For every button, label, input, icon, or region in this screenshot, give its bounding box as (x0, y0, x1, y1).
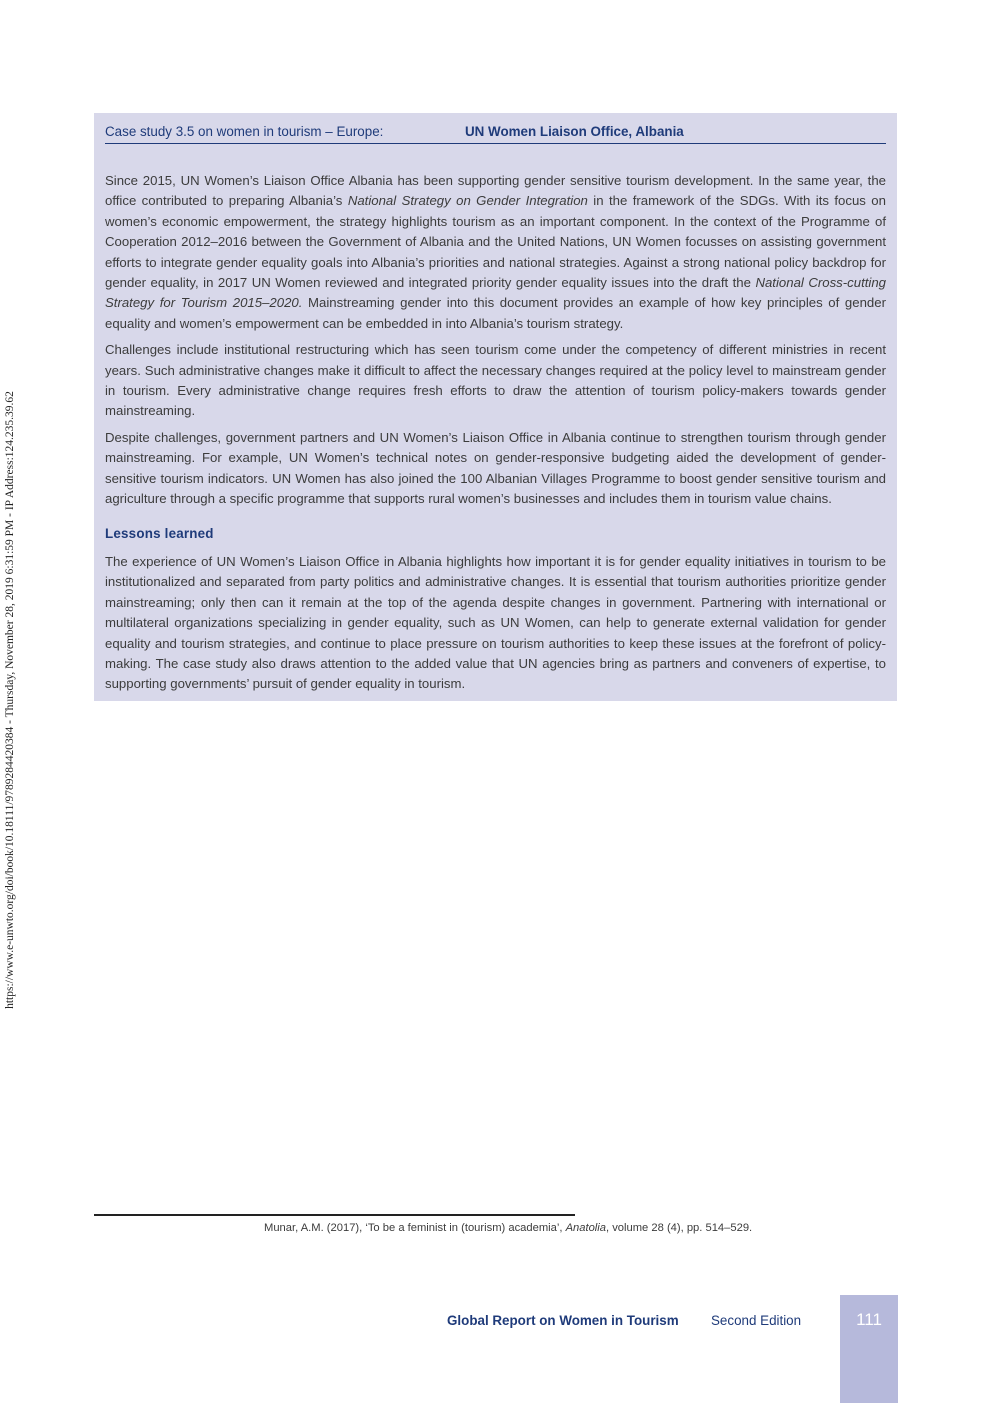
lessons-learned-body (105, 552, 886, 695)
strategy-title-gender-integration: National Strategy on Gender Integration (347, 193, 588, 209)
page-number: 111 (856, 1310, 882, 1329)
watermark-text: https://www.e-unwto.org/doi/book/10.18111/9789284420384 - Thursday, November 28, 2019 6:31:59 PM - IP Address:124.235.39.62 (4, 391, 16, 1009)
case-study-box (94, 113, 897, 701)
case-paragraph-3: Despite challenges, government partners and UN Women’s Liaison Office in Albania continue to strengthen tourism through gender mainstreaming. For example, UN Women’s technical notes on gender-responsive budgeting aided the development of gender-sensitive tourism indicators. UN Women has also joined the 100 Albanian Villages Programme to boost gender sensitive tourism and agriculture through a specific programme that supports rural women’s businesses and includes them in tourism value chains. (105, 429, 886, 507)
footnote-journal: Anatolia (565, 1222, 606, 1234)
footer-report-title: Global Report on Women in Tourism (447, 1313, 679, 1328)
strategy-title-tourism: National Cross-cutting Strategy for Tourism 2015–2020. (105, 275, 887, 311)
lessons-learned-heading: Lessons learned (105, 526, 214, 541)
lessons-learned-paragraph: The experience of UN Women’s Liaison Office in Albania highlights how important it is for gender equality initiatives in tourism to be institutionalized and separated from party politics and administrative changes. It is essential that tourism authorities prioritize gender mainstreaming; only then can it remain at the top of the agenda despite changes in government. Partnering with international or multilateral organizations specializing in gender equality, such as UN Women, can help to generate external validation for gender equality and tourism strategies, and continue to place pressure on tourism authorities to keep these issues at the forefront of policy-making. The case study also draws attention to the added value that UN agencies bring as partners and conveners of expertise, to supporting governments’ pursuit of gender equality in tourism. (105, 554, 886, 692)
page-number-tab (840, 1295, 898, 1403)
case-study-label: Case study 3.5 on women in tourism – Europe: (105, 124, 384, 139)
case-paragraph-1-text-a: Since 2015, UN Women’s Liaison Office Albania has been supporting gender sensitive tourism development. In the same year, the office contributed to preparing Albania’s (105, 173, 886, 209)
case-study-body (105, 171, 886, 516)
footnote-divider (94, 1214, 575, 1216)
case-paragraph-1-text-c: Mainstreaming gender into this document provides an example of how key principles of gender equality and women’s empowerment can be embedded in into Albania’s tourism strategy. (105, 295, 886, 331)
case-paragraph-1-text-b: in the framework of the SDGs. With its focus on women’s economic empowerment, the strategy highlights tourism as an important component. In the context of the Programme of Cooperation 2012–2016 between the Government of Albania and the United Nations, UN Women focusses on assisting government efforts to integrate gender equality goals into Albania’s priorities and national strategies. Against a strong national policy backdrop for gender equality, in 2017 UN Women reviewed and integrated priority gender equality issues into the draft the (105, 193, 886, 291)
footnote-text-b: , volume 28 (4), pp. 514–529. (606, 1222, 753, 1234)
case-paragraph-2: Challenges include institutional restructuring which has seen tourism come under the competency of different ministries in recent years. Such administrative changes make it difficult to affect the necessary changes required at the policy level to mainstream gender in tourism. Every administrative change requires fresh efforts to draw the attention of tourism policy-makers towards gender mainstreaming. (105, 342, 886, 419)
case-study-organization: UN Women Liaison Office, Albania (465, 124, 684, 139)
case-study-header (105, 123, 886, 144)
download-watermark (0, 0, 20, 1403)
footnote-text-a: Munar, A.M. (2017), ‘To be a feminist in (tourism) academia’, (264, 1222, 566, 1234)
footer-edition: Second Edition (711, 1313, 802, 1328)
footnote (264, 1222, 752, 1234)
case-paragraph-1 (105, 171, 886, 334)
